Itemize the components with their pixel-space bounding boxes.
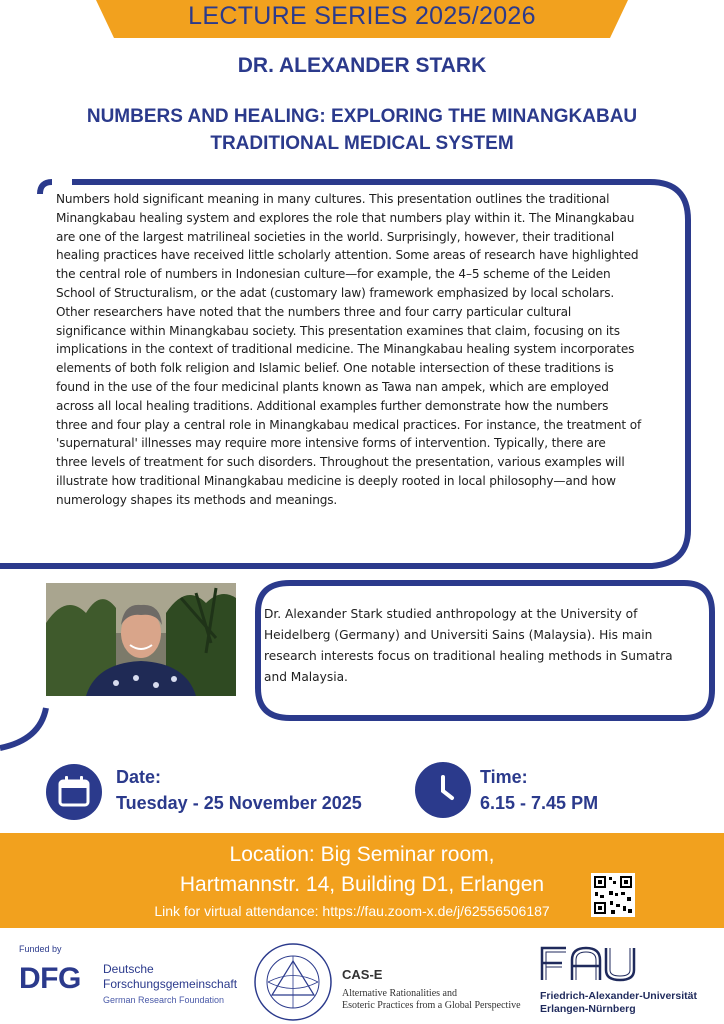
abstract-line: significance within Minangkabau society. This presentation examines that claim, focusing on its: [56, 323, 620, 338]
abstract-line: Other researchers have noted that the numbers three and four carry particular cultural: [56, 304, 572, 319]
series-title: LECTURE SERIES 2025/2026: [188, 2, 536, 30]
abstract-line: Numbers hold significant meaning in many cultures. This presentation outlines the traditional: [56, 192, 610, 206]
calendar-icon: [46, 764, 102, 820]
abstract-line: numerology shapes its methods and meanings.: [56, 492, 338, 507]
talk-title-line: TRADITIONAL MEDICAL SYSTEM: [210, 133, 514, 154]
dfg-name-line: Deutsche: [103, 962, 154, 976]
abstract-line: found in the use of the four medicinal plants known as Tawa nan ampek, which are employed: [56, 379, 609, 394]
fau-name-line: Friedrich-Alexander-Universität: [540, 990, 697, 1002]
case-seal-logo: [252, 941, 334, 1023]
bio-line: and Malaysia.: [264, 670, 348, 684]
location-band: [0, 833, 724, 928]
speaker-photo: [46, 583, 236, 696]
funded-by-label: Funded by: [19, 944, 62, 954]
dfg-logo: DFG: [19, 962, 81, 995]
abstract-line: are one of the largest matrilineal societies in the world. Surprisingly, however, their traditional: [56, 229, 615, 244]
abstract-text: [56, 190, 680, 510]
abstract-line: School of Structuralism, or the adat (customary law) framework emphasized by local scholars.: [56, 285, 615, 300]
case-subtitle-line: Esoteric Practices from a Global Perspective: [342, 1000, 521, 1011]
bio-line: Heidelberg (Germany) and Universiti Sains (Malaysia). His main: [264, 628, 653, 642]
abstract-line: healing practices have received little scholarly attention. Some areas of research have highlighted: [56, 248, 639, 263]
abstract-line: elements of both folk religion and Islamic belief. One notable intersection of these traditions is: [56, 361, 614, 376]
location-address: Hartmannstr. 14, Building D1, Erlangen: [179, 873, 545, 896]
abstract-line: the central role of numbers in Indonesian culture—for example, the 4–5 scheme of the Leiden: [56, 267, 611, 282]
case-subtitle-line: Alternative Rationalities and: [342, 988, 457, 999]
bio-line: Dr. Alexander Stark studied anthropology at the University of: [264, 607, 638, 621]
qr-code-icon[interactable]: [591, 873, 635, 917]
time-label: Time:: [480, 767, 528, 787]
speaker-bio: [264, 604, 704, 688]
abstract-line: three and four play a central role in Minangkabau medical practices. For instance, the treatment of: [56, 417, 642, 432]
talk-title-line: NUMBERS AND HEALING: EXPLORING THE MINANGKABAU: [86, 106, 638, 127]
time-value: 6.15 - 7.45 PM: [480, 793, 599, 813]
abstract-line: three levels of treatment for such disorders. Throughout the presentation, various examples will: [56, 455, 625, 470]
date-value: Tuesday - 25 November 2025: [116, 793, 362, 813]
abstract-line: 'supernatural' illnesses may require more intensive forms of intervention. Typically, there are: [56, 436, 606, 451]
case-title: CAS-E: [342, 967, 383, 982]
date-label: Date:: [116, 767, 162, 787]
location-line: Location: Big Seminar room,: [229, 843, 495, 866]
fau-name-line: Erlangen-Nürnberg: [540, 1003, 636, 1015]
abstract-line: across all local healing traditions. Additional examples further demonstrate how the numbers: [56, 398, 609, 413]
abstract-line: implications in the context of traditional medicine. The Minangkabau healing system incorporates: [56, 342, 635, 357]
dfg-name-line: Forschungsgemeinschaft: [103, 977, 238, 991]
virtual-attendance-link[interactable]: Link for virtual attendance: https://fau.zoom-x.de/j/62556506187: [154, 903, 550, 919]
speaker-name: DR. ALEXANDER STARK: [237, 54, 487, 77]
clock-icon: [415, 762, 471, 818]
bio-line: research interests focus on traditional healing methods in Sumatra: [264, 649, 673, 663]
abstract-line: illustrate how traditional Minangkabau medicine is deeply rooted in local philosophy—and how: [56, 473, 616, 488]
dfg-english-name: German Research Foundation: [103, 995, 225, 1005]
abstract-line: Minangkabau healing system and explores the role that numbers play within it. The Minangkabau: [56, 210, 635, 225]
fau-logo: [540, 946, 636, 982]
